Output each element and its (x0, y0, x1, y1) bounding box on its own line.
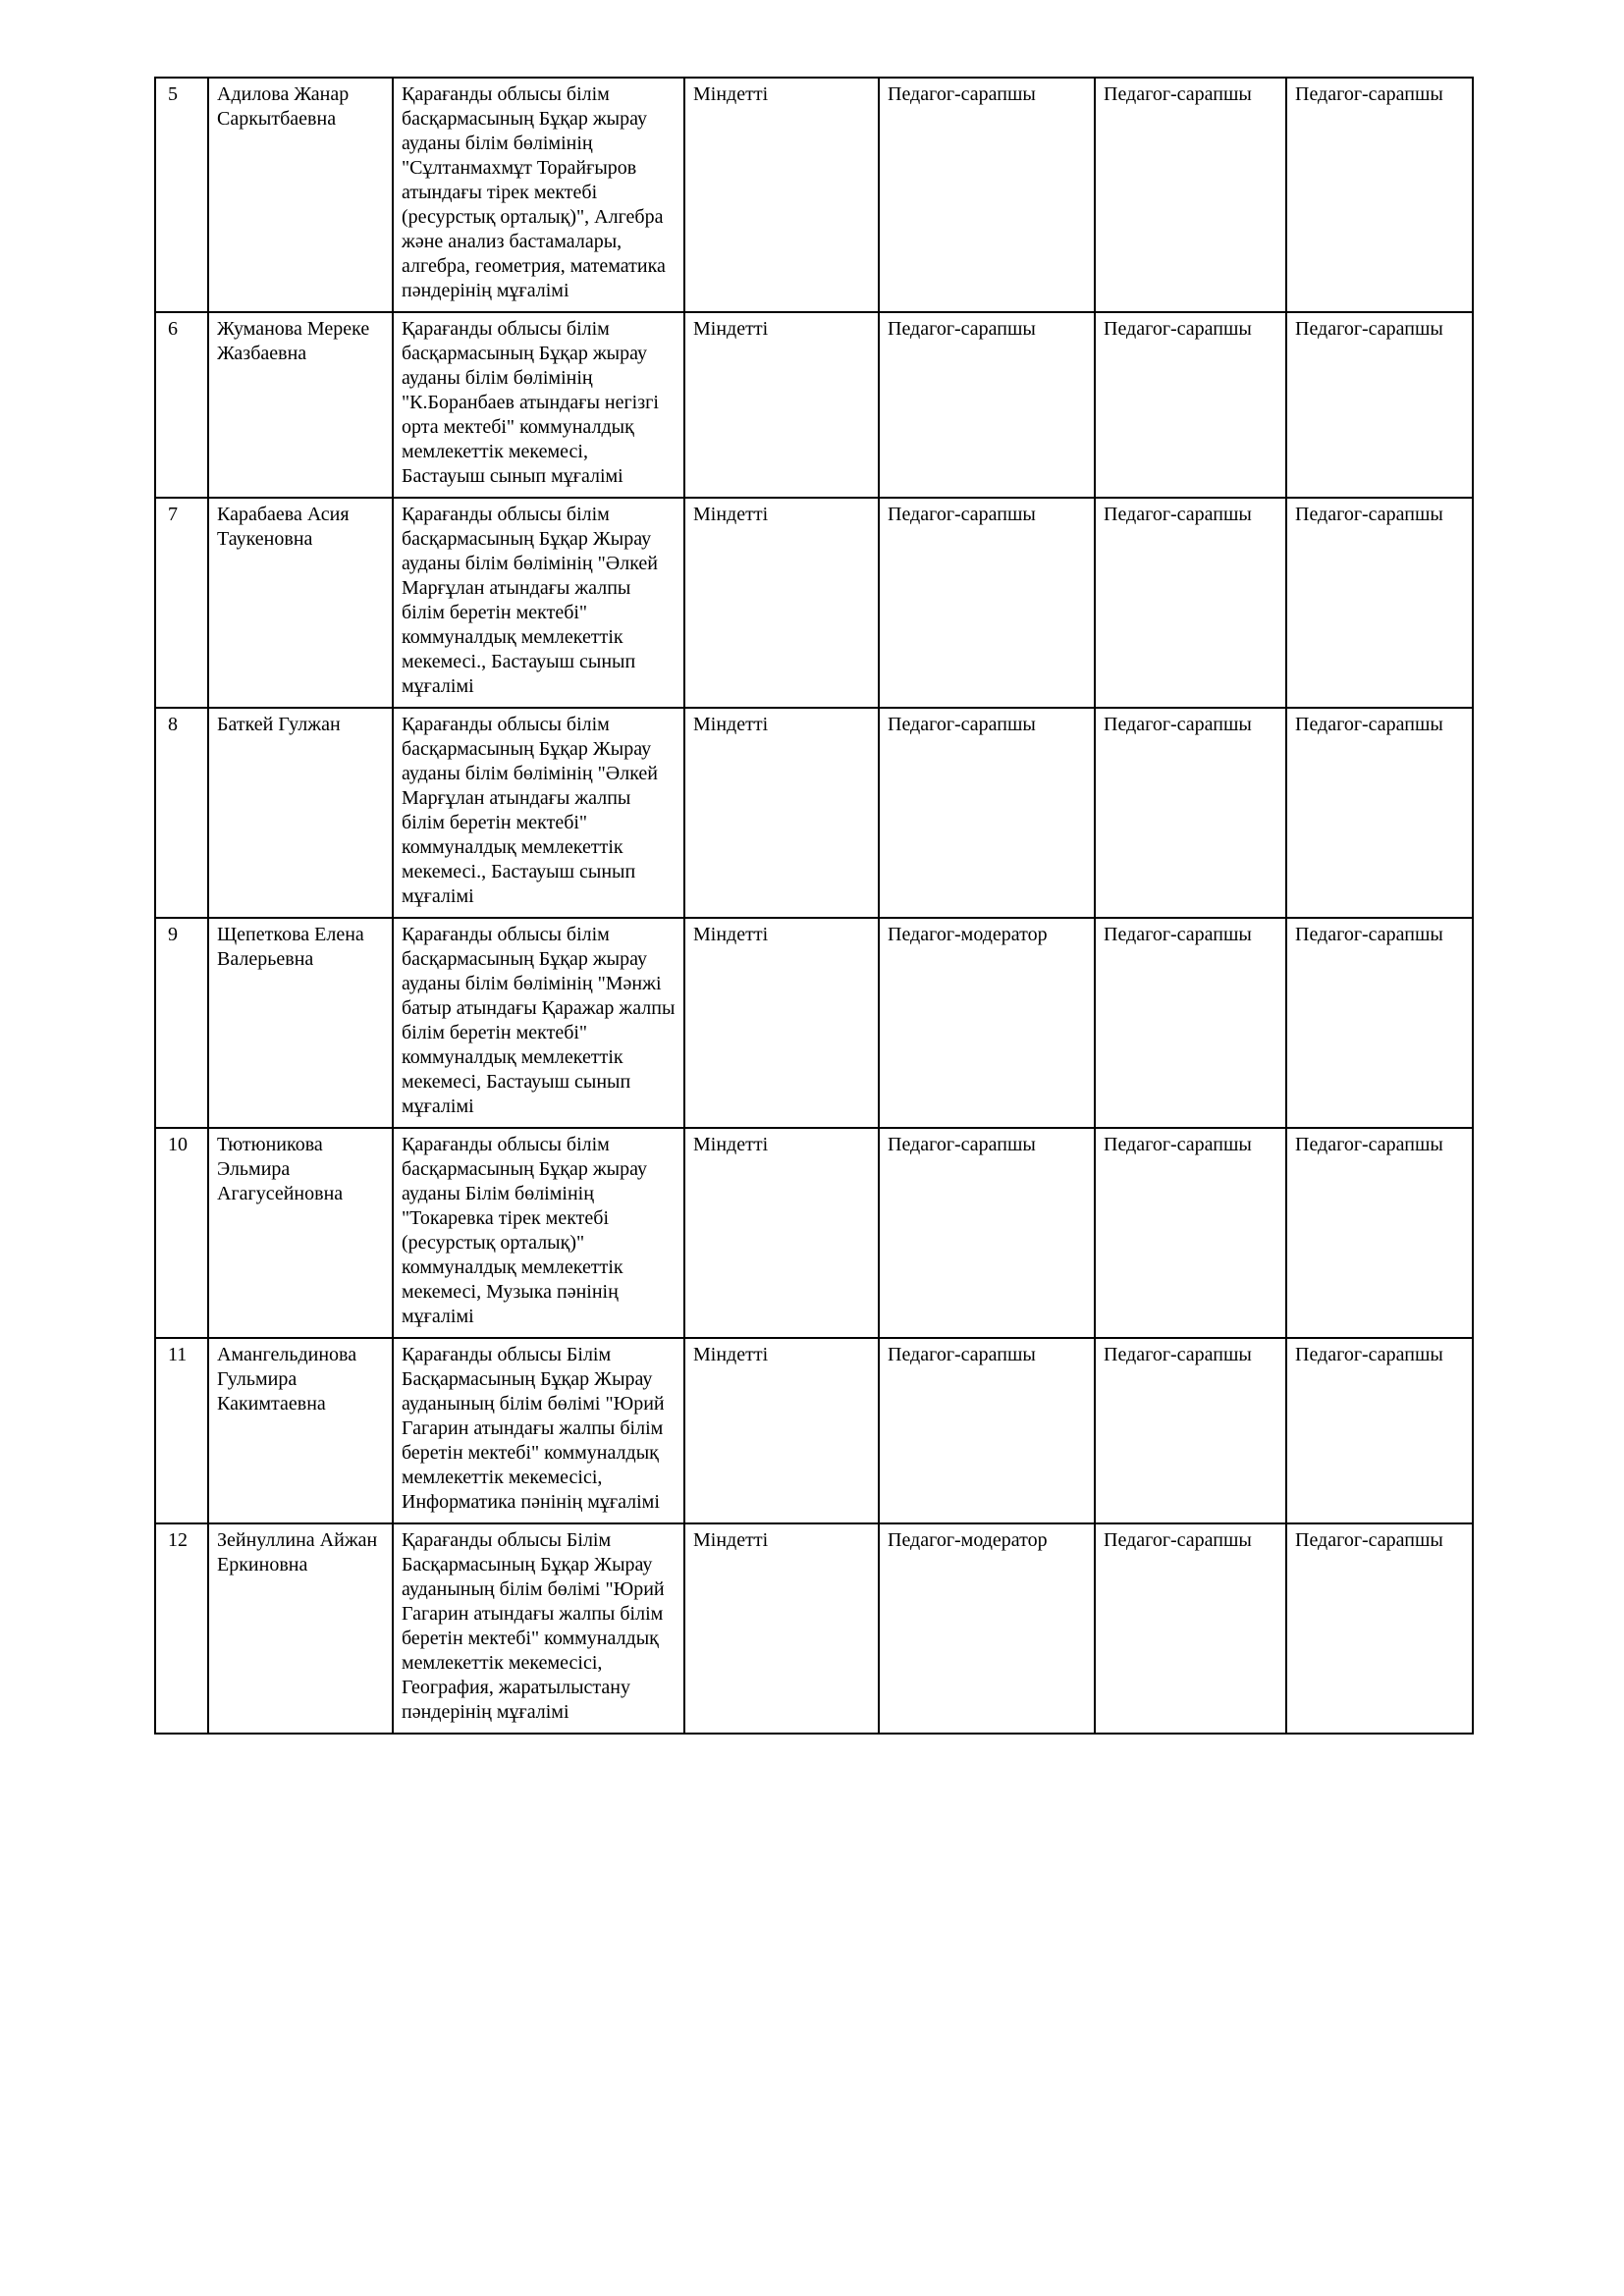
participant-name-cell: Карабаева Асия Таукеновна (208, 498, 393, 708)
role-1-cell: Педагог-сарапшы (879, 312, 1095, 498)
role-1-cell: Педагог-сарапшы (879, 498, 1095, 708)
role-2-cell: Педагог-сарапшы (1095, 312, 1286, 498)
row-number-cell: 12 (155, 1523, 208, 1734)
participant-name-cell: Баткей Гулжан (208, 708, 393, 918)
participation-type-cell: Міндетті (684, 78, 879, 312)
organization-cell: Қарағанды облысы Білім Басқармасының Бұқар Жырау ауданының білім бөлімі "Юрий Гагарин атындағы жалпы білім беретін мектебі" коммуналдық мемлекеттік мекемесісі, Информатика пәнінің мұғалімі (393, 1338, 684, 1523)
organization-cell: Қарағанды облысы Білім Басқармасының Бұқар Жырау ауданының білім бөлімі "Юрий Гагарин атындағы жалпы білім беретін мектебі" коммуналдық мемлекеттік мекемесісі, География, жаратылыстану пәндерінің мұғалімі (393, 1523, 684, 1734)
organization-cell: Қарағанды облысы білім басқармасының Бұқар жырау ауданы білім бөлімінің "Мәнжі батыр атындағы Қаражар жалпы білім беретін мектебі" коммуналдық мемлекеттік мекемесі, Бастауыш сынып мұғалімі (393, 918, 684, 1128)
role-1-cell: Педагог-модератор (879, 1523, 1095, 1734)
row-number-cell: 6 (155, 312, 208, 498)
role-3-cell: Педагог-сарапшы (1286, 1128, 1473, 1338)
role-2-cell: Педагог-сарапшы (1095, 78, 1286, 312)
participation-type-cell: Міндетті (684, 918, 879, 1128)
role-1-cell: Педагог-сарапшы (879, 1338, 1095, 1523)
participant-name-cell: Тютюникова Эльмира Агагусейновна (208, 1128, 393, 1338)
role-1-cell: Педагог-модератор (879, 918, 1095, 1128)
role-2-cell: Педагог-сарапшы (1095, 1338, 1286, 1523)
table-row (155, 498, 1473, 708)
participant-name-cell: Жуманова Мереке Жазбаевна (208, 312, 393, 498)
role-3-cell: Педагог-сарапшы (1286, 1338, 1473, 1523)
role-3-cell: Педагог-сарапшы (1286, 78, 1473, 312)
role-2-cell: Педагог-сарапшы (1095, 1523, 1286, 1734)
participation-type-cell: Міндетті (684, 498, 879, 708)
row-number-cell: 9 (155, 918, 208, 1128)
participation-type-cell: Міндетті (684, 1338, 879, 1523)
organization-cell: Қарағанды облысы білім басқармасының Бұқар жырау ауданы білім бөлімінің "Сұлтанмахмұт Торайғыров атындағы тірек мектебі (ресурстық орталық)", Алгебра және анализ бастамалары, алгебра, геометрия, математика пәндерінің мұғалімі (393, 78, 684, 312)
participant-name-cell: Щепеткова Елена Валерьевна (208, 918, 393, 1128)
role-1-cell: Педагог-сарапшы (879, 78, 1095, 312)
table-row (155, 1128, 1473, 1338)
participation-type-cell: Міндетті (684, 312, 879, 498)
table-row (155, 918, 1473, 1128)
role-3-cell: Педагог-сарапшы (1286, 312, 1473, 498)
participation-type-cell: Міндетті (684, 1523, 879, 1734)
organization-cell: Қарағанды облысы білім басқармасының Бұқар жырау ауданы білім бөлімінің "К.Боранбаев атындағы негізгі орта мектебі" коммуналдық мемлекеттік мекемесі, Бастауыш сынып мұғалімі (393, 312, 684, 498)
organization-cell: Қарағанды облысы білім басқармасының Бұқар Жырау ауданы білім бөлімінің "Әлкей Марғұлан атындағы жалпы білім беретін мектебі" коммуналдық мемлекеттік мекемесі., Бастауыш сынып мұғалімі (393, 708, 684, 918)
participation-type-cell: Міндетті (684, 708, 879, 918)
row-number-cell: 8 (155, 708, 208, 918)
participants-table (154, 77, 1474, 1735)
participants-table-body (155, 78, 1473, 1734)
organization-cell: Қарағанды облысы білім басқармасының Бұқар жырау ауданы Білім бөлімінің "Токаревка тірек мектебі (ресурстық орталық)" коммуналдық мемлекеттік мекемесі, Музыка пәнінің мұғалімі (393, 1128, 684, 1338)
role-2-cell: Педагог-сарапшы (1095, 1128, 1286, 1338)
participant-name-cell: Адилова Жанар Саркытбаевна (208, 78, 393, 312)
table-row (155, 1523, 1473, 1734)
participant-name-cell: Зейнуллина Айжан Еркиновна (208, 1523, 393, 1734)
role-2-cell: Педагог-сарапшы (1095, 498, 1286, 708)
role-2-cell: Педагог-сарапшы (1095, 708, 1286, 918)
row-number-cell: 5 (155, 78, 208, 312)
organization-cell: Қарағанды облысы білім басқармасының Бұқар Жырау ауданы білім бөлімінің "Әлкей Марғұлан атындағы жалпы білім беретін мектебі" коммуналдық мемлекеттік мекемесі., Бастауыш сынып мұғалімі (393, 498, 684, 708)
table-row (155, 78, 1473, 312)
role-2-cell: Педагог-сарапшы (1095, 918, 1286, 1128)
row-number-cell: 7 (155, 498, 208, 708)
role-3-cell: Педагог-сарапшы (1286, 708, 1473, 918)
participant-name-cell: Амангельдинова Гульмира Какимтаевна (208, 1338, 393, 1523)
role-1-cell: Педагог-сарапшы (879, 708, 1095, 918)
role-3-cell: Педагог-сарапшы (1286, 498, 1473, 708)
role-3-cell: Педагог-сарапшы (1286, 918, 1473, 1128)
row-number-cell: 11 (155, 1338, 208, 1523)
role-1-cell: Педагог-сарапшы (879, 1128, 1095, 1338)
table-row (155, 708, 1473, 918)
table-row (155, 312, 1473, 498)
participation-type-cell: Міндетті (684, 1128, 879, 1338)
table-row (155, 1338, 1473, 1523)
row-number-cell: 10 (155, 1128, 208, 1338)
role-3-cell: Педагог-сарапшы (1286, 1523, 1473, 1734)
